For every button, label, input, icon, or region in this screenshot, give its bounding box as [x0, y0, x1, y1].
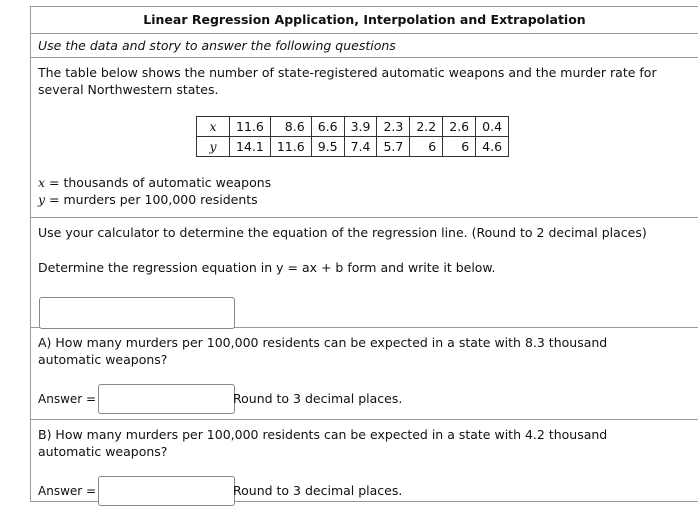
answer-a-label: Answer =: [38, 392, 97, 406]
answer-a-input[interactable]: [98, 384, 235, 414]
table-cell: 2.6: [443, 117, 476, 137]
question-a-section: [31, 328, 698, 420]
table-cell: 6.6: [311, 117, 344, 137]
regression-prompt: Use your calculator to determine the equation of the regression line. (Round to 2 decimal places): [38, 225, 647, 240]
table-cell: 8.6: [270, 117, 311, 137]
y-definition: = murders per 100,000 residents: [45, 192, 258, 207]
regression-form-prompt: Determine the regression equation in y = ax + b form and write it below.: [38, 260, 496, 275]
question-a-text: A) How many murders per 100,000 residents can be expected in a state with 8.3 thousand automatic weapons?: [38, 335, 608, 367]
table-cell: 6: [443, 137, 476, 157]
table-cell: 14.1: [230, 137, 271, 157]
table-cell: 7.4: [344, 137, 377, 157]
question-b-section: [31, 420, 698, 503]
table-cell: 2.3: [377, 117, 410, 137]
answer-a-round-note: Round to 3 decimal places.: [233, 391, 403, 406]
table-cell: 0.4: [476, 117, 509, 137]
story-section: [31, 58, 698, 218]
table-cell: 9.5: [311, 137, 344, 157]
table-cell: 5.7: [377, 137, 410, 157]
x-variable: x: [38, 175, 46, 190]
table-cell: 11.6: [230, 117, 271, 137]
regression-section: [31, 218, 698, 328]
table-cell: 3.9: [344, 117, 377, 137]
variable-definitions: [38, 174, 271, 208]
table-header-x: x: [197, 117, 230, 137]
table-header-y: y: [197, 137, 230, 157]
y-variable: y: [38, 192, 46, 207]
answer-b-round-note: Round to 3 decimal places.: [233, 483, 403, 498]
table-row-x: [197, 117, 509, 137]
answer-b-input[interactable]: [98, 476, 235, 506]
page-title: Linear Regression Application, Interpolation and Extrapolation: [31, 7, 698, 34]
table-cell: 11.6: [270, 137, 311, 157]
x-definition: = thousands of automatic weapons: [45, 175, 272, 190]
table-cell: 6: [410, 137, 443, 157]
data-table: [196, 116, 509, 157]
regression-equation-input[interactable]: [39, 297, 235, 329]
question-b-text: B) How many murders per 100,000 residents can be expected in a state with 4.2 thousand automatic weapons?: [38, 427, 608, 459]
table-cell: 2.2: [410, 117, 443, 137]
worksheet-frame: [30, 6, 698, 502]
instructions: Use the data and story to answer the following questions: [31, 34, 698, 58]
table-cell: 4.6: [476, 137, 509, 157]
answer-b-label: Answer =: [38, 484, 97, 498]
story-text: The table below shows the number of state-registered automatic weapons and the murder rate for several Northwestern states.: [38, 65, 657, 97]
table-row-y: [197, 137, 509, 157]
